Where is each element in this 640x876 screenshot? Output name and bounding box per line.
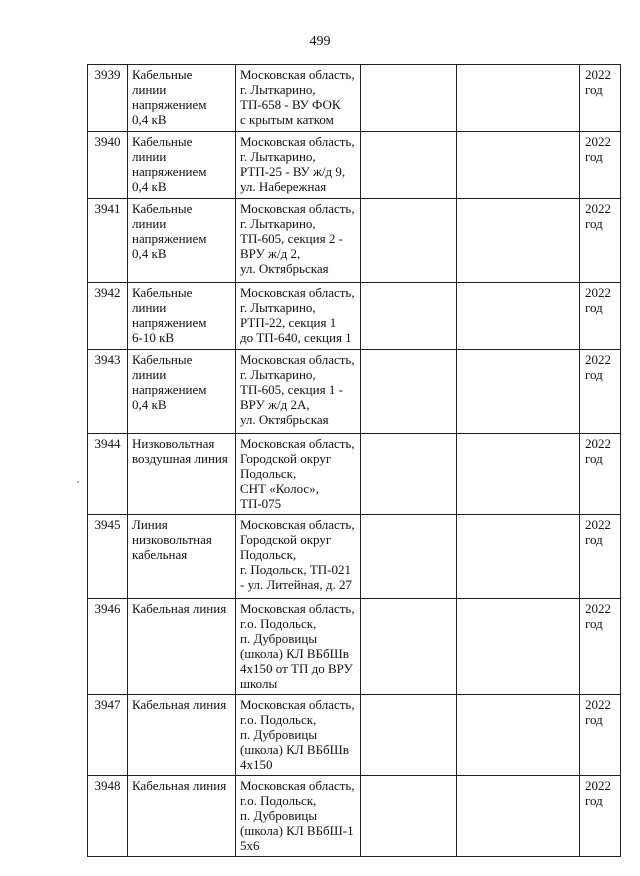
empty-cell-5 — [457, 695, 580, 776]
year-cell: 2022 год — [580, 132, 621, 199]
year-cell: 2022 год — [580, 199, 621, 283]
table-body — [88, 65, 621, 857]
empty-cell-5 — [457, 65, 580, 132]
empty-cell-4 — [361, 434, 457, 515]
object-address: Московская область, г. Лыткарино, РТП-22, секция 1 до ТП-640, секция 1 — [236, 283, 361, 350]
empty-cell-4 — [361, 199, 457, 283]
row-number: 3947 — [88, 695, 128, 776]
empty-cell-5 — [457, 350, 580, 434]
year-cell: 2022 год — [580, 515, 621, 599]
row-number: 3945 — [88, 515, 128, 599]
object-address: Московская область, г.о. Подольск, п. Дубровицы (школа) КЛ ВБбШ-1 5х6 — [236, 776, 361, 857]
table-row — [88, 132, 621, 199]
row-number: 3944 — [88, 434, 128, 515]
empty-cell-5 — [457, 434, 580, 515]
page-number: 499 — [309, 34, 331, 49]
object-name: Кабельные линии напряжением 0,4 кВ — [128, 65, 236, 132]
object-name: Кабельная линия — [128, 695, 236, 776]
table-row — [88, 199, 621, 283]
row-number: 3948 — [88, 776, 128, 857]
row-number: 3943 — [88, 350, 128, 434]
row-number: 3941 — [88, 199, 128, 283]
table-row — [88, 434, 621, 515]
row-number: 3942 — [88, 283, 128, 350]
table-row — [88, 599, 621, 695]
object-name: Кабельная линия — [128, 776, 236, 857]
row-number: 3940 — [88, 132, 128, 199]
year-cell: 2022 год — [580, 776, 621, 857]
empty-cell-4 — [361, 515, 457, 599]
object-name: Кабельные линии напряжением 0,4 кВ — [128, 350, 236, 434]
empty-cell-5 — [457, 132, 580, 199]
year-cell: 2022 год — [580, 695, 621, 776]
empty-cell-4 — [361, 599, 457, 695]
empty-cell-5 — [457, 515, 580, 599]
table-row — [88, 695, 621, 776]
table-row — [88, 283, 621, 350]
object-address: Московская область, г. Лыткарино, РТП-25 - ВУ ж/д 9, ул. Набережная — [236, 132, 361, 199]
object-address: Московская область, г.о. Подольск, п. Дубровицы (школа) КЛ ВБбШв 4х150 от ТП до ВРУ школы — [236, 599, 361, 695]
object-address: Московская область, Городской округ Подольск, г. Подольск, ТП-021 - ул. Литейная, д. 27 — [236, 515, 361, 599]
empty-cell-4 — [361, 65, 457, 132]
object-name: Кабельные линии напряжением 0,4 кВ — [128, 199, 236, 283]
empty-cell-5 — [457, 776, 580, 857]
table-row — [88, 776, 621, 857]
object-name: Линия низковольтная кабельная — [128, 515, 236, 599]
registry-table — [87, 64, 621, 857]
object-name: Кабельные линии напряжением 6-10 кВ — [128, 283, 236, 350]
year-cell: 2022 год — [580, 350, 621, 434]
year-cell: 2022 год — [580, 65, 621, 132]
empty-cell-5 — [457, 599, 580, 695]
table-row — [88, 65, 621, 132]
empty-cell-4 — [361, 350, 457, 434]
empty-cell-4 — [361, 776, 457, 857]
row-number: 3939 — [88, 65, 128, 132]
empty-cell-4 — [361, 695, 457, 776]
object-name: Низковольтная воздушная линия — [128, 434, 236, 515]
year-cell: 2022 год — [580, 434, 621, 515]
empty-cell-4 — [361, 132, 457, 199]
table-row — [88, 350, 621, 434]
object-address: Московская область, г.о. Подольск, п. Дубровицы (школа) КЛ ВБбШв 4х150 — [236, 695, 361, 776]
empty-cell-5 — [457, 283, 580, 350]
empty-cell-4 — [361, 283, 457, 350]
object-address: Московская область, г. Лыткарино, ТП-605, секция 1 - ВРУ ж/д 2А, ул. Октябрьская — [236, 350, 361, 434]
year-cell: 2022 год — [580, 599, 621, 695]
object-address: Московская область, г. Лыткарино, ТП-605, секция 2 - ВРУ ж/д 2, ул. Октябрьская — [236, 199, 361, 283]
empty-cell-5 — [457, 199, 580, 283]
object-name: Кабельная линия — [128, 599, 236, 695]
object-address: Московская область, Городской округ Подольск, СНТ «Колос», ТП-075 — [236, 434, 361, 515]
object-name: Кабельные линии напряжением 0,4 кВ — [128, 132, 236, 199]
table-row — [88, 515, 621, 599]
object-address: Московская область, г. Лыткарино, ТП-658 - ВУ ФОК с крытым катком — [236, 65, 361, 132]
scan-speck — [77, 481, 79, 483]
row-number: 3946 — [88, 599, 128, 695]
year-cell: 2022 год — [580, 283, 621, 350]
